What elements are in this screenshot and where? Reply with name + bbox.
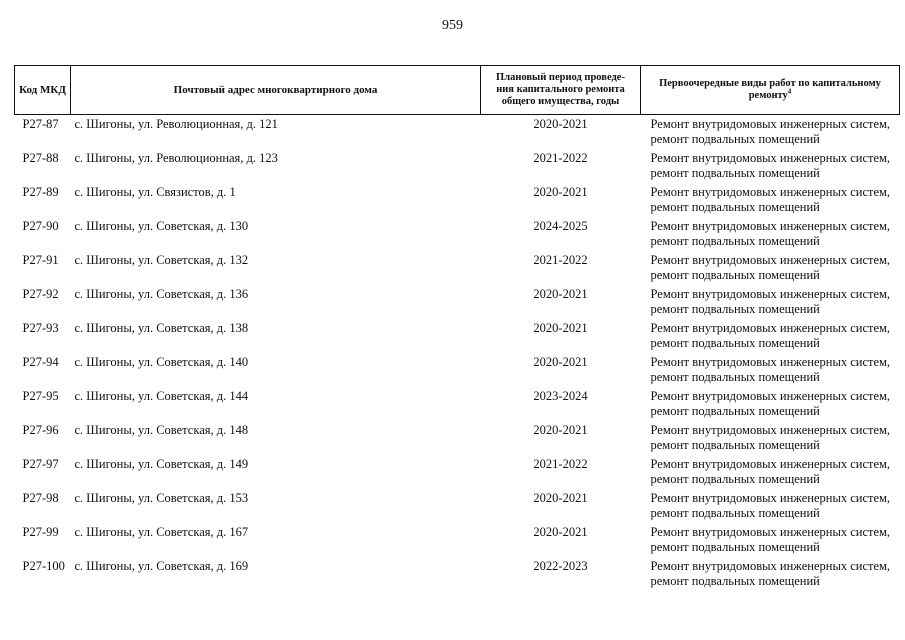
header-row bbox=[15, 66, 900, 115]
table-row bbox=[15, 253, 900, 287]
row-period: 2021-2022 bbox=[533, 457, 588, 471]
row-address: с. Шигоны, ул. Советская, д. 153 bbox=[74, 491, 249, 505]
table-row bbox=[15, 491, 900, 525]
header-period bbox=[481, 66, 641, 115]
row-period: 2024-2025 bbox=[533, 219, 588, 233]
row-works bbox=[641, 151, 900, 185]
table-row bbox=[15, 151, 900, 185]
row-works-line2: ремонт подвальных помещений bbox=[650, 370, 820, 384]
row-code: Р27-98 bbox=[22, 491, 59, 505]
row-works-line2: ремонт подвальных помещений bbox=[650, 132, 820, 146]
table-row bbox=[15, 185, 900, 219]
row-code: Р27-89 bbox=[22, 185, 59, 199]
row-works bbox=[641, 321, 900, 355]
row-works-line2: ремонт подвальных помещений bbox=[650, 336, 820, 350]
row-works bbox=[641, 491, 900, 525]
row-code: Р27-94 bbox=[22, 355, 59, 369]
row-code: Р27-96 bbox=[22, 423, 59, 437]
row-works bbox=[641, 115, 900, 152]
row-address: с. Шигоны, ул. Советская, д. 144 bbox=[74, 389, 249, 403]
row-code: Р27-95 bbox=[22, 389, 59, 403]
row-period: 2023-2024 bbox=[533, 389, 588, 403]
row-address: с. Шигоны, ул. Советская, д. 140 bbox=[74, 355, 249, 369]
header-address: Почтовый адрес многоквартирного дома bbox=[71, 66, 481, 115]
table-row bbox=[15, 287, 900, 321]
row-works bbox=[641, 525, 900, 559]
header-period-line3: общего имущества, годы bbox=[501, 96, 620, 107]
row-works bbox=[641, 185, 900, 219]
row-works-line2: ремонт подвальных помещений bbox=[650, 200, 820, 214]
row-address: с. Шигоны, ул. Советская, д. 136 bbox=[74, 287, 249, 301]
row-code: Р27-90 bbox=[22, 219, 59, 233]
capital-repair-table bbox=[14, 65, 900, 593]
row-address: с. Шигоны, ул. Советская, д. 138 bbox=[74, 321, 249, 335]
header-works-line1: Первоочередные виды работ по капитальному bbox=[659, 78, 881, 89]
row-period: 2020-2021 bbox=[533, 423, 588, 437]
row-works-line2: ремонт подвальных помещений bbox=[650, 506, 820, 520]
row-works-line1: Ремонт внутридомовых инженерных систем, bbox=[650, 491, 891, 505]
table-body bbox=[15, 115, 900, 594]
row-address: с. Шигоны, ул. Революционная, д. 123 bbox=[74, 151, 278, 165]
row-code: Р27-97 bbox=[22, 457, 59, 471]
row-works-line1: Ремонт внутридомовых инженерных систем, bbox=[650, 287, 891, 301]
row-period: 2020-2021 bbox=[533, 185, 588, 199]
row-works-line1: Ремонт внутридомовых инженерных систем, bbox=[650, 151, 891, 165]
row-works bbox=[641, 219, 900, 253]
table-row bbox=[15, 355, 900, 389]
row-address: с. Шигоны, ул. Советская, д. 132 bbox=[74, 253, 249, 267]
row-period: 2020-2021 bbox=[533, 321, 588, 335]
row-address: с. Шигоны, ул. Советская, д. 169 bbox=[74, 559, 249, 573]
page-number: 959 bbox=[442, 18, 463, 33]
row-period: 2021-2022 bbox=[533, 253, 588, 267]
row-code: Р27-88 bbox=[22, 151, 59, 165]
row-works-line2: ремонт подвальных помещений bbox=[650, 404, 820, 418]
header-works-line2: ремонту bbox=[748, 90, 788, 101]
row-works-line1: Ремонт внутридомовых инженерных систем, bbox=[650, 117, 891, 131]
row-works-line1: Ремонт внутридомовых инженерных систем, bbox=[650, 185, 891, 199]
header-period-line1: Плановый период проведе- bbox=[496, 72, 625, 83]
row-period: 2020-2021 bbox=[533, 117, 588, 131]
row-code: Р27-92 bbox=[22, 287, 59, 301]
row-works bbox=[641, 559, 900, 593]
table-header bbox=[15, 66, 900, 115]
row-works-line2: ремонт подвальных помещений bbox=[650, 166, 820, 180]
row-works-line2: ремонт подвальных помещений bbox=[650, 472, 820, 486]
row-works-line1: Ремонт внутридомовых инженерных систем, bbox=[650, 457, 891, 471]
row-code: Р27-99 bbox=[22, 525, 59, 539]
row-period: 2020-2021 bbox=[533, 525, 588, 539]
row-works-line1: Ремонт внутридомовых инженерных систем, bbox=[650, 219, 891, 233]
header-works bbox=[641, 66, 900, 115]
row-works bbox=[641, 389, 900, 423]
table-row bbox=[15, 457, 900, 491]
row-works bbox=[641, 355, 900, 389]
row-code: Р27-93 bbox=[22, 321, 59, 335]
row-works-line2: ремонт подвальных помещений bbox=[650, 234, 820, 248]
row-period: 2022-2023 bbox=[533, 559, 588, 573]
row-period: 2020-2021 bbox=[533, 491, 588, 505]
row-address: с. Шигоны, ул. Советская, д. 130 bbox=[74, 219, 249, 233]
row-works-line1: Ремонт внутридомовых инженерных систем, bbox=[650, 253, 891, 267]
row-address: с. Шигоны, ул. Связистов, д. 1 bbox=[74, 185, 236, 199]
row-code: Р27-87 bbox=[22, 117, 59, 131]
table-row bbox=[15, 115, 900, 152]
table-row bbox=[15, 423, 900, 457]
row-period: 2020-2021 bbox=[533, 355, 588, 369]
row-works-line1: Ремонт внутридомовых инженерных систем, bbox=[650, 389, 891, 403]
row-address: с. Шигоны, ул. Советская, д. 149 bbox=[74, 457, 249, 471]
row-works-line2: ремонт подвальных помещений bbox=[650, 268, 820, 282]
row-works-line1: Ремонт внутридомовых инженерных систем, bbox=[650, 355, 891, 369]
row-period: 2020-2021 bbox=[533, 287, 588, 301]
row-works-line1: Ремонт внутридомовых инженерных систем, bbox=[650, 321, 891, 335]
row-code: Р27-100 bbox=[22, 559, 65, 573]
row-works bbox=[641, 287, 900, 321]
table-row bbox=[15, 525, 900, 559]
row-works-line2: ремонт подвальных помещений bbox=[650, 574, 820, 588]
row-works bbox=[641, 423, 900, 457]
row-works-line2: ремонт подвальных помещений bbox=[650, 438, 820, 452]
row-address: с. Шигоны, ул. Советская, д. 148 bbox=[74, 423, 249, 437]
row-address: с. Шигоны, ул. Революционная, д. 121 bbox=[74, 117, 278, 131]
row-works-line2: ремонт подвальных помещений bbox=[650, 540, 820, 554]
row-address: с. Шигоны, ул. Советская, д. 167 bbox=[74, 525, 249, 539]
row-works bbox=[641, 457, 900, 491]
row-works-line1: Ремонт внутридомовых инженерных систем, bbox=[650, 525, 891, 539]
row-works bbox=[641, 253, 900, 287]
header-code: Код МКД bbox=[15, 66, 71, 115]
header-period-line2: ния капитального ремонта bbox=[496, 84, 625, 95]
table-row bbox=[15, 389, 900, 423]
row-code: Р27-91 bbox=[22, 253, 59, 267]
header-works-footnote: 4 bbox=[787, 87, 792, 96]
row-works-line1: Ремонт внутридомовых инженерных систем, bbox=[650, 423, 891, 437]
row-period: 2021-2022 bbox=[533, 151, 588, 165]
row-works-line2: ремонт подвальных помещений bbox=[650, 302, 820, 316]
table-row bbox=[15, 219, 900, 253]
row-works-line1: Ремонт внутридомовых инженерных систем, bbox=[650, 559, 891, 573]
table-row bbox=[15, 559, 900, 593]
table-row bbox=[15, 321, 900, 355]
